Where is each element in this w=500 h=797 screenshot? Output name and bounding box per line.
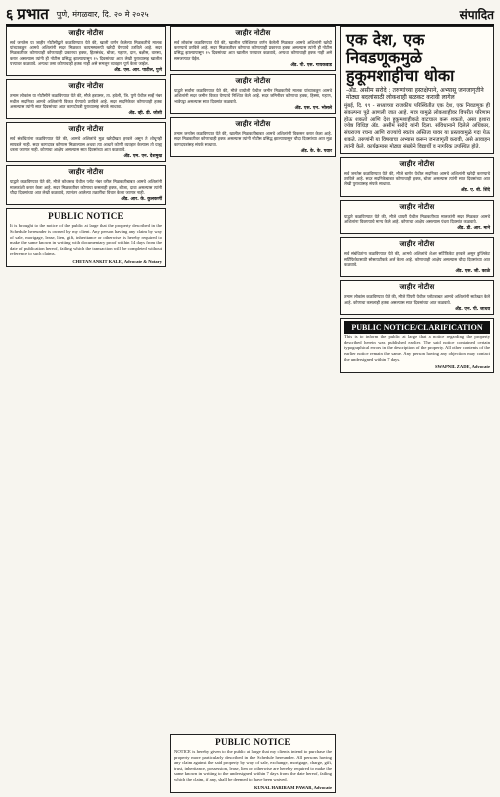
right-column — [340, 26, 494, 793]
public-notice-box — [340, 318, 494, 372]
notice-signature: अ‍ॅड. एस. जी. काळे — [455, 269, 490, 275]
public-notice-title: PUBLIC NOTICE/CLARIFICATION — [344, 321, 490, 334]
notice-box — [170, 26, 336, 71]
notice-signature: अ‍ॅड. एन. पी. जाधव — [455, 306, 490, 312]
notice-box — [340, 280, 494, 315]
notice-body: तमाम जनतेस कळविण्यात येते की, खालील मिळकतीबाबत आमचे अशिलांनी विकसन करार केला आहे. सदर मिळकतीवर कोणाचाही हक्क असल्यास त्यांनी नोटीस प्रसिद्ध झाल्यापासून चौदा दिवसांच्या आत मूळ कागदपत्रांसह संपर्क साधावा. — [174, 131, 332, 147]
notice-signature: अ‍ॅड. के. के. पवार — [300, 148, 332, 154]
notice-title: जाहीर नोटीस — [235, 120, 271, 129]
notice-body: याद्वारे कळविण्यात येते की, मौजे कोथरूड येथील प्लॉट नंबर वरील मिळकतीबाबत आमचे अशिलांनी मालकांशी करार केला आहे. सदर मिळकतीवर कोणाचा कसलाही हक्क, बोजा, दावा असल्यास त्यांनी चौदा दिवसांच्या आत लेखी कळवावे, त्यानंतर आलेल्या तक्रारींचा विचार केला जाणार नाही. — [10, 179, 162, 195]
left-column — [6, 26, 166, 793]
public-notice-title: PUBLIC NOTICE — [215, 737, 291, 748]
notice-title: जाहीर नोटीस — [68, 82, 104, 91]
notice-box — [6, 122, 166, 162]
public-notice-signature: CHETAN ANKIT KALE, Advocate & Notary — [72, 259, 162, 265]
notice-signature: अ‍ॅड. एम. एन. देशमुख — [123, 154, 162, 160]
notice-body: सर्व संबंधितांना कळविण्यात येते की, आमचे अशिलांचे शेअर सर्टिफिकेट हरवले असून डुप्लिकेट सर्टिफिकेटसाठी सोसायटीकडे अर्ज केला आहे. कोणाचाही आक्षेप असल्यास चौदा दिवसांच्या आत कळवावे. — [344, 251, 490, 267]
brand-logo: प्रभात — [17, 5, 49, 23]
notice-body: सर्व लोकांस कळविण्यात येते की, खालील परिशिष्टात वर्णन केलेली मिळकत आमचे अशिलांनी खरेदी करण्याचे ठरविले आहे. सदर मिळकतीवर कोणाचा कोणत्याही प्रकारचा हक्क असल्यास त्यांनी ही नोटीस प्रसिद्ध झाल्यापासून १५ दिवसांच्या आत खालील पत्त्यावर कळवावे, अन्यथा कोणाचाही हक्क नाही असे समजण्यात येईल. — [174, 40, 332, 61]
notice-signature: अ‍ॅड. आर. के. कुलकर्णी — [121, 197, 162, 203]
notice-title: जाहीर नोटीस — [399, 283, 435, 292]
public-notice-box — [170, 734, 336, 793]
notice-body: तमाम लोकांस या नोटीसीने कळविण्यात येते की, मौजे हडपसर, ता. हवेली, जि. पुणे येथील सर्व्हे नंबर मधील सदनिका आमचे अशिलांनी विकत घेण्याचे ठरविले आहे. सदर सदनिकेवर कोणाचाही हक्क असल्यास त्यांनी सात दिवसांच्या आत कागदोपत्री पुराव्यासह संपर्क साधावा. — [10, 93, 162, 109]
byline: -अ‍ॅड. असीम सरोदे : तरुणांच्या हस्तक्षेपाने, अभ्यासू जनजागृतीने मोठ्या बदलांसाठी लोकशाही बळकट करावी लागेल — [346, 87, 484, 101]
public-notice-body: This is to inform the public at large that a notice regarding the property described herein was published earlier. The said notice contained certain typographical errors in the description of the property. All other contents of the earlier notice remain the same. Any person having any objection may contact the undersigned within 7 days. — [344, 334, 490, 362]
notice-body: तमाम लोकांस कळविण्यात येते की, मौजे पिंपरी येथील प्लॉटबाबत आमचे अशिलांनी साठेखत केले आहे. कोणाचा कसलाही हक्क असल्यास सात दिवसांच्या आत कळवावे. — [344, 294, 490, 305]
notice-signature: अ‍ॅड. एस. आर. पाटील, पुणे — [114, 68, 162, 74]
public-notice-box — [6, 208, 166, 267]
notice-body: याद्वारे सर्वांना कळविण्यात येते की, मौजे वाघोली येथील जमीन मिळकतीचे मालक यांच्याकडून आमचे अशिलांनी सदर जमीन विकत घेण्याचे निश्चित केले आहे. सदर जमिनीवर कोणाचा हक्क, हिस्सा, गहाण, भाडेपट्टा असल्यास सात दिवसांत कळवावे. — [174, 88, 332, 104]
notice-box — [6, 165, 166, 205]
page-number: ६ — [6, 6, 14, 23]
headline: एक देश, एक निवडणूकमुळे हुकूमशाहीचा धोका — [346, 30, 455, 85]
notice-body: याद्वारे कळविण्यात येते की, मौजे धायरी येथील मिळकतीच्या मालकांनी सदर मिळकत आमचे अशिलांना विकण्याचे मान्य केले आहे. कोणाचा आक्षेप असल्यास पंधरा दिवसांत कळवावे. — [344, 213, 490, 224]
notice-title: जाहीर नोटीस — [235, 29, 271, 37]
notice-title: जाहीर नोटीस — [68, 125, 104, 134]
lead-story — [340, 26, 494, 154]
notice-title: जाहीर नोटीस — [399, 202, 435, 211]
notice-body: सर्व संबंधितांना कळविण्यात येते की, आमचे अशिलांचे मूळ खरेदीखत हरवले असून ते शोधूनही सापडले नाही. सदर कागदपत्र कोणास मिळाल्यास अथवा त्या आधारे कोणी व्यवहार केल्यास तो ग्राह्य धरला जाणार नाही. कोणाचा आक्षेप असल्यास सात दिवसांच्या आत कळवावे. — [10, 136, 162, 152]
public-notice-title: PUBLIC NOTICE — [48, 211, 124, 222]
notice-body: सर्व जनतेस या जाहीर नोटीसीद्वारे कळविण्यात येते की, खाली वर्णन केलेल्या मिळकतीचे मालक यांच्याकडून आमचे अशिलांनी सदर मिळकत कायमस्वरूपी खरेदी घेण्याचे ठरविले आहे. सदर मिळकतीवर कोणाचाही कोणत्याही प्रकारचा हक्क, हितसंबंध, बोजा, गहाण, दान, बक्षीस, वारसा, करार असल्यास त्यांनी ही नोटीस प्रसिद्ध झाल्यापासून १५ दिवसांच्या आत लेखी पुराव्यासह खालील पत्त्यावर कळवावे. अन्यथा तसा कोणाचाही हक्क नाही असे समजून व्यवहार पूर्ण केला जाईल. — [10, 40, 162, 66]
notice-box — [340, 200, 494, 235]
public-notice-body: It is brought to the notice of the public at large that the property described in the Schedule hereunder is owned by my client. Any person having any claim by way of sale, mortgage, lease, lien, gift, inheritance or otherwise is hereby required to make the same known in writing with documentary proof within 14 days from the date of publication hereof, failing which the transaction will be completed without reference to such claims. — [10, 223, 162, 257]
notice-title: जाहीर नोटीस — [399, 159, 435, 168]
notice-box — [340, 157, 494, 197]
notice-signature: अ‍ॅड. पी. एस. गायकवाड — [290, 62, 332, 68]
notice-box — [6, 79, 166, 119]
notice-box — [170, 117, 336, 157]
notice-signature: अ‍ॅड. व्ही. डी. जोशी — [128, 111, 162, 117]
date-line: पुणे, मंगळवार, दि. २० मे २०२५ — [56, 9, 149, 19]
section-name: संपादित — [459, 7, 494, 22]
notice-title: जाहीर नोटीस — [68, 168, 104, 177]
public-notice-signature: SWAPNIL ZADE, Advocate — [434, 364, 490, 370]
public-notice-signature: KUNAL HARIRAM PAWAR, Advocate — [253, 784, 332, 790]
notice-signature: अ‍ॅड. ए. बी. शिंदे — [460, 188, 490, 194]
notice-box — [340, 237, 494, 277]
notice-body: सर्व जनतेस कळविण्यात येते की, मौजे बाणेर येथील सदनिका आमचे अशिलांनी खरेदी करण्याचे ठरविले आहे. सदर सदनिकेबाबत कोणाचाही हक्क, बोजा असल्यास त्यांनी सात दिवसांच्या आत लेखी पुराव्यासह संपर्क साधावा. — [344, 170, 490, 186]
story-text: मुंबई, दि. १९ - सध्याच्या राजकीय परिस्थितीत एक देश, एक निवडणूक ही संकल्पना पुढे आणली जात आहे. मात्र यामुळे लोकशाहीवर विपरीत परिणाम होऊ शकतो आणि देश हुकूमशाहीकडे वाटचाल करू शकतो, असा इशारा ज्येष्ठ विधिज्ञ अ‍ॅड. असीम सरोदे यांनी दिला. संविधानाने दिलेले अधिकार, संघराज्य रचना आणि राज्यांचे स्वतंत्र अस्तित्व यावर या प्रस्तावामुळे गदा येऊ शकते. तरुणांनी या विषयाचा अभ्यास करून जनजागृती करावी, असे आवाहन त्यांनी केले. कार्यक्रमास मोठ्या संख्येने विद्यार्थी व नागरिक उपस्थित होते. — [344, 103, 490, 150]
notice-box — [170, 74, 336, 114]
notice-title: जाहीर नोटीस — [235, 77, 271, 86]
masthead — [6, 4, 494, 26]
notice-box — [6, 26, 166, 76]
public-notice-body: NOTICE is hereby given to the public at large that my clients intend to purchase the property more particularly described in the Schedule hereunder. All persons having any claim against the said property by way of sale, exchange, mortgage, charge, gift, trust, inheritance, possession, lease, lien or otherwise are hereby required to make the same known in writing to the undersigned within 7 days from the date hereof, failing which the claim, if any, shall be deemed to have been waived. — [174, 749, 332, 782]
notice-signature: अ‍ॅड. एस. एन. भोसले — [294, 105, 332, 111]
notice-title: जाहीर नोटीस — [399, 240, 435, 249]
middle-column — [170, 26, 336, 793]
notice-title: जाहीर नोटीस — [68, 29, 104, 37]
notice-signature: अ‍ॅड. डी. आर. माने — [457, 226, 490, 231]
